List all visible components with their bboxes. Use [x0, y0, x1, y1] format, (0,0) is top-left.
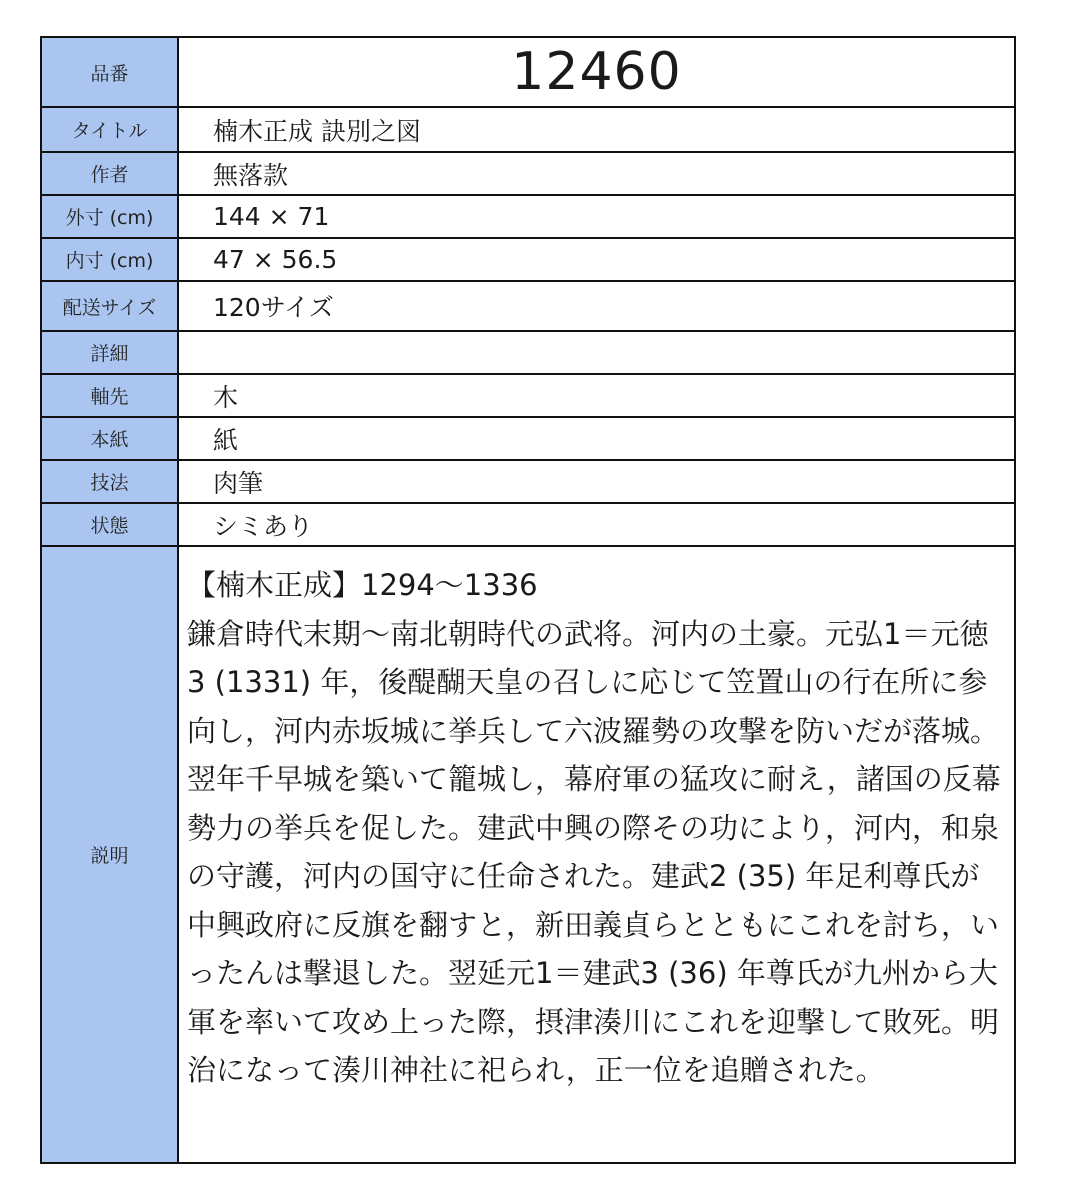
- label-details: 詳細: [42, 332, 179, 373]
- row-paper: [42, 416, 1014, 459]
- row-condition: [42, 502, 1014, 545]
- row-item-number: [42, 38, 1014, 106]
- description-content: [179, 547, 1014, 1162]
- label-item-number: 品番: [42, 38, 179, 106]
- description-heading: 【楠木正成】1294〜1336: [187, 568, 538, 602]
- label-outer-size: 外寸 (cm): [42, 196, 179, 237]
- value-title: 楠木正成 訣別之図: [213, 116, 421, 146]
- value-technique: 肉筆: [213, 468, 264, 498]
- value-roller-end: 木: [213, 382, 239, 412]
- label-roller-end: 軸先: [42, 375, 179, 416]
- row-inner-size: [42, 237, 1014, 280]
- row-technique: [42, 459, 1014, 502]
- value-inner-size: 47 × 56.5: [213, 245, 338, 274]
- row-shipping-size: [42, 280, 1014, 330]
- value-shipping-size: 120サイズ: [213, 293, 334, 322]
- label-shipping-size: 配送サイズ: [42, 282, 179, 330]
- label-paper: 本紙: [42, 418, 179, 459]
- row-author: [42, 151, 1014, 194]
- description-text: 鎌倉時代末期〜南北朝時代の武将。河内の土豪。元弘1＝元徳3 (1331) 年，後醍醐天皇の召しに応じて笠置山の行在所に参向し，河内赤坂城に挙兵して六波羅勢の攻撃を防いだが落城。翌年千早城を築いて籠城し，幕府軍の猛攻に耐え，諸国の反幕勢力の挙兵を促した。建武中興の際その功により，河内，和泉の守護，河内の国守に任命された。建武2 (35) 年足利尊氏が中興政府に反旗を翻すと，新田義貞らとともにこれを討ち，いったんは撃退した。翌延元1＝建武3 (36) 年尊氏が九州から大軍を率いて攻め上った際，摂津湊川にこれを迎撃して敗死。明治になって湊川神社に祀られ，正一位を追贈された。: [187, 616, 1001, 1087]
- row-details: [42, 330, 1014, 373]
- label-title: タイトル: [42, 108, 179, 151]
- item-info-table: [40, 36, 1016, 1164]
- row-roller-end: [42, 373, 1014, 416]
- label-condition: 状態: [42, 504, 179, 545]
- value-author: 無落款: [213, 160, 289, 190]
- value-outer-size: 144 × 71: [213, 202, 330, 231]
- label-inner-size: 内寸 (cm): [42, 239, 179, 280]
- row-outer-size: [42, 194, 1014, 237]
- value-paper: 紙: [213, 425, 239, 455]
- row-description: [42, 545, 1014, 1162]
- value-item-number: 12460: [511, 42, 682, 102]
- label-technique: 技法: [42, 461, 179, 502]
- label-author: 作者: [42, 153, 179, 194]
- label-description: 説明: [42, 547, 179, 1162]
- row-title: [42, 106, 1014, 151]
- value-details: [179, 332, 1014, 373]
- value-condition: シミあり: [213, 511, 314, 541]
